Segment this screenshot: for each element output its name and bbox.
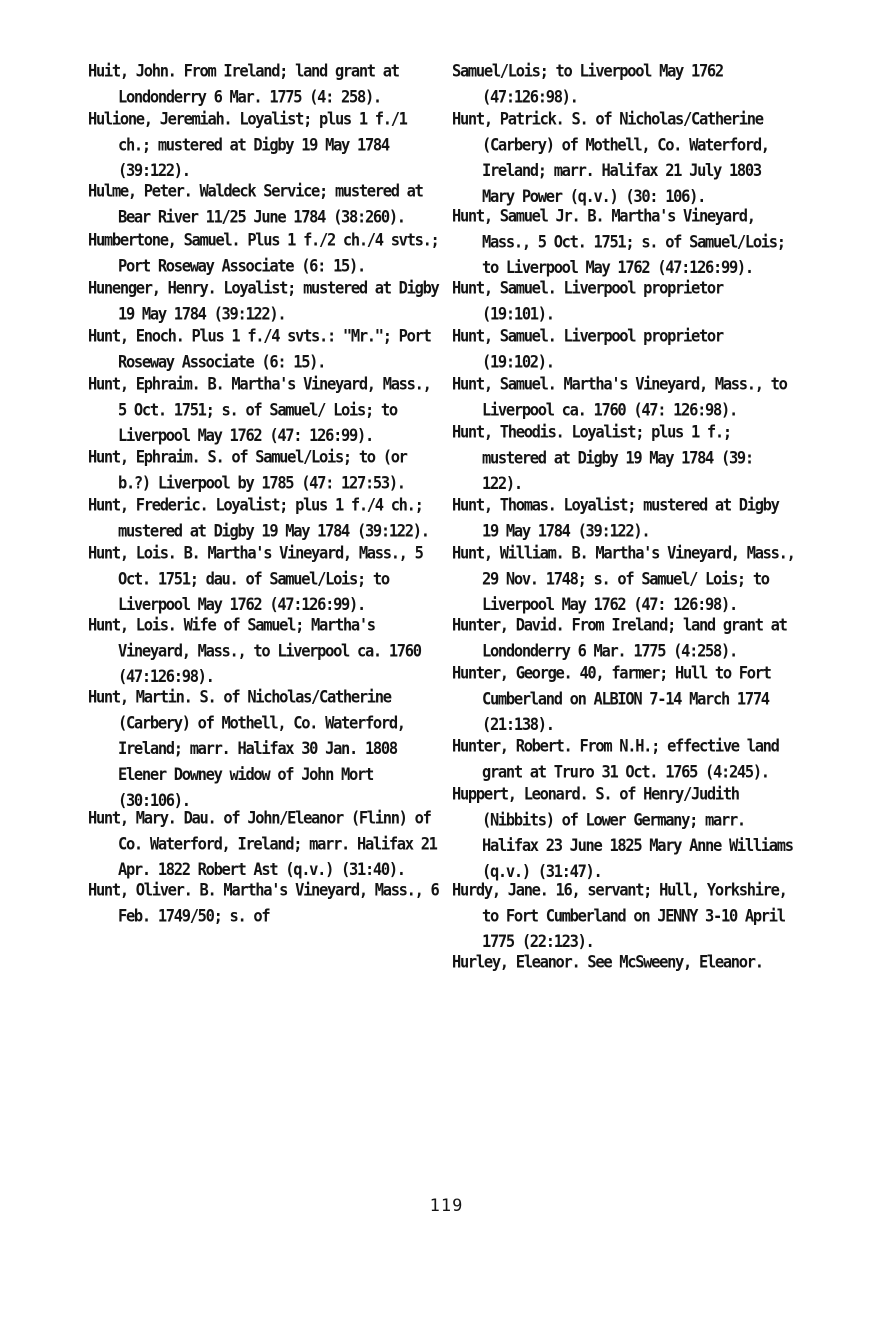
entry: Huppert, Leonard. S. of Henry/Judith (Nibbits) of Lower Germany; marr. Halifax 23 June 1825 Mary Anne Williams (q.v.) (31:47).	[452, 784, 793, 882]
entry: Hunt, Oliver. B. Martha's Vineyard, Mass., 6 Feb. 1749/50; s. of	[88, 880, 439, 926]
entry: Hunt, Samuel. Martha's Vineyard, Mass., to Liverpool ca. 1760 (47: 126:98).	[452, 374, 787, 420]
entry: Hunt, Thomas. Loyalist; mustered at Digby 19 May 1784 (39:122).	[452, 494, 779, 541]
entry: Hunt, Samuel Jr. B. Martha's Vineyard, Mass., 5 Oct. 1751; s. of Samuel/Lois; to Liverpool May 1762 (47:126:99).	[452, 205, 785, 278]
entry: Hunt, Mary. Dau. of John/Eleanor (Flinn) of Co. Waterford, Ireland; marr. Halifax 21 Apr. 1822 Robert Ast (q.v.) (31:40).	[88, 808, 437, 880]
entry: Hunt, Lois. Wife of Samuel; Martha's Vineyard, Mass., to Liverpool ca. 1760 (47:126:98).	[88, 615, 421, 687]
entry: Hunt, William. B. Martha's Vineyard, Mass., 29 Nov. 1748; s. of Samuel/ Lois; to Liverpool May 1762 (47: 126:98).	[452, 543, 795, 615]
left-column	[88, 58, 443, 925]
entry: Huit, John. From Ireland; land grant at Londonderry 6 Mar. 1775 (4: 258).	[88, 61, 399, 107]
entry: Hunt, Samuel. Liverpool proprietor (19:101).	[452, 278, 723, 324]
entry: Hunter, George. 40, farmer; Hull to Fort Cumberland on ALBION 7-14 March 1774 (21:138).	[452, 663, 771, 736]
entry: Hulme, Peter. Waldeck Service; mustered at Bear River 11/25 June 1784 (38:260).	[88, 181, 423, 228]
entry: Hunter, David. From Ireland; land grant at Londonderry 6 Mar. 1775 (4:258).	[452, 615, 787, 661]
entry: Hunt, Ephraim. S. of Samuel/Lois; to (or b.?) Liverpool by 1785 (47: 127:53).	[88, 446, 407, 493]
right-column	[452, 58, 797, 974]
entry: Hulione, Jeremiah. Loyalist; plus 1 f./1 ch.; mustered at Digby 19 May 1784 (39:122).	[88, 109, 407, 181]
entry: Humbertone, Samuel. Plus 1 f./2 ch./4 svts.; Port Roseway Associate (6: 15).	[88, 229, 439, 276]
entry: Hunt, Martin. S. of Nicholas/Catherine (Carbery) of Mothell, Co. Waterford, Ireland; marr. Halifax 30 Jan. 1808 Elener Downey widow of John Mort (30:106).	[88, 687, 405, 812]
entry: Hunt, Samuel. Liverpool proprietor (19:102).	[452, 326, 723, 372]
entry: Hurdy, Jane. 16, servant; Hull, Yorkshire, to Fort Cumberland on JENNY 3-10 April 1775 (22:123).	[452, 880, 787, 952]
entry: Hunter, Robert. From N.H.; effective land grant at Truro 31 Oct. 1765 (4:245).	[452, 735, 779, 782]
entry-continuation: Samuel/Lois; to Liverpool May 1762 (47:126:98).	[452, 61, 723, 107]
entry: Hunt, Patrick. S. of Nicholas/Catherine (Carbery) of Mothell, Co. Waterford, Ireland; marr. Halifax 21 July 1803 Mary Power (q.v.) (30: 106).	[452, 109, 769, 207]
entry: Hunenger, Henry. Loyalist; mustered at Digby 19 May 1784 (39:122).	[88, 278, 439, 324]
entry: Hunt, Enoch. Plus 1 f./4 svts.: "Mr."; Port Roseway Associate (6: 15).	[88, 326, 431, 372]
entry: Hunt, Frederic. Loyalist; plus 1 f./4 ch.; mustered at Digby 19 May 1784 (39:122).	[88, 494, 429, 541]
page-number: 119	[429, 1196, 464, 1216]
entry: Hunt, Ephraim. B. Martha's Vineyard, Mass., 5 Oct. 1751; s. of Samuel/ Lois; to Liverpool May 1762 (47: 126:99).	[88, 374, 431, 446]
entry: Hunt, Lois. B. Martha's Vineyard, Mass., 5 Oct. 1751; dau. of Samuel/Lois; to Liverpool May 1762 (47:126:99).	[88, 543, 423, 615]
entry: Hunt, Theodis. Loyalist; plus 1 f.; mustered at Digby 19 May 1784 (39: 122).	[452, 422, 753, 495]
entry: Hurley, Eleanor. See McSweeny, Eleanor.	[452, 952, 763, 973]
